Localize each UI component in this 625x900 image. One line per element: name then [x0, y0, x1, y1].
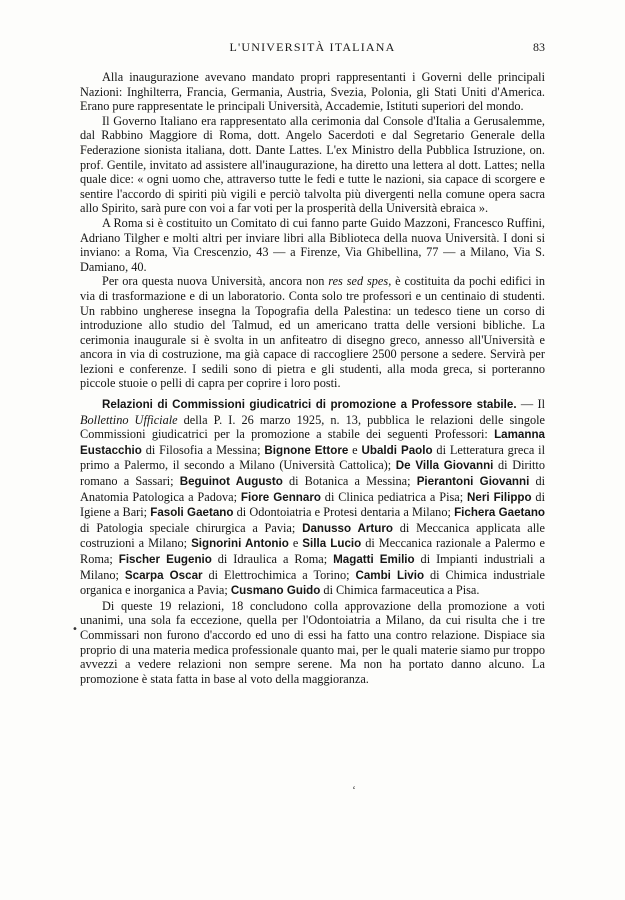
professor-name: Danusso Arturo — [302, 521, 393, 535]
running-title: L'UNIVERSITÀ ITALIANA — [229, 40, 396, 54]
margin-dot-mark: • — [72, 624, 78, 635]
body-text — [80, 70, 545, 686]
bulletin-title: Bollettino Ufficiale — [80, 412, 178, 427]
professor-name: Cusmano Guido — [230, 584, 321, 598]
professor-detail: di Patologia speciale chirurgica a Pavia; — [80, 520, 303, 535]
professor-detail: e — [348, 442, 362, 457]
professor-detail: di Elettrochimica a Torino; — [202, 567, 356, 582]
professor-name: Scarpa Oscar — [124, 568, 203, 582]
section-heading: Relazioni di Commissioni giudicatrici di promozione a Professore stabile. — [102, 398, 517, 412]
professor-name: Signorini Antonio — [191, 537, 289, 551]
professor-name: Pierantoni Giovanni — [416, 475, 530, 489]
professor-name: Beguinot Augusto — [179, 475, 283, 489]
intro-text: della P. I. 26 marzo 1925, n. 13, pubblica le relazioni delle singole Commissioni giudicatrici per la promozione a stabile dei seguenti Professori: — [80, 412, 545, 442]
paragraph-text: Per ora questa nuova Università, ancora non — [102, 274, 329, 289]
professor-name: Lamanna Eustacchio — [80, 428, 545, 457]
professor-name: Cambi Livio — [355, 568, 425, 582]
page-number: 83 — [533, 40, 545, 54]
professor-name: Fischer Eugenio — [118, 553, 212, 566]
page-header — [80, 40, 545, 56]
professor-name: Ubaldi Paolo — [361, 443, 433, 457]
paragraph-committee: A Roma si è costituito un Comitato di cui fanno parte Guido Mazzoni, Francesco Ruffini, Adriano Tilgher e molti altri per inviare libri alla Biblioteca della nuova Università. I doni si inviano: a Roma, Via Crescenzio, 43 — a Firenze, Via Ghibellina, 77 — a Milano, Via S. Damiano, 40. — [80, 215, 545, 274]
professor-detail: di Chimica industriale organica e inorganica a Pavia; — [80, 567, 545, 598]
professor-detail: di Odontoiatria e Protesi dentaria a Milano; — [233, 505, 455, 520]
stray-print-mark: ʻ — [352, 783, 356, 797]
professor-detail: e — [288, 536, 303, 551]
professor-name: Bignone Ettore — [264, 443, 349, 457]
paragraph-relazioni — [80, 397, 545, 599]
latin-phrase: res sed spes — [328, 274, 389, 289]
paragraph-university-status — [80, 274, 545, 391]
paragraph-text: , è costituita da pochi edifici in via di trasformazione e di un laboratorio. Conta solo tre professori e un centinaio di studenti. Un rabbino ungherese insegna la Topografia della Palestina: un tedesco tiene un corso di introduzione allo studio del Talmud, ed un americano tratta delle versioni bibliche. La cerimonia inaugurale si è svolta in un anfiteatro di disegno greco, annesso all'Università e ancora in via di costruzione, ma già capace di raccogliere 2500 persone a sedere. Servirà per lezioni e conferenze. I sedili sono di pietra e gli studenti, alla moda greca, si porteranno piccole stuoie o pelli di capra per coprire i loro posti. — [80, 274, 546, 391]
professor-detail: di Meccanica applicata alle costruzioni a Milano; — [80, 520, 545, 551]
professor-name: Fasoli Gaetano — [150, 506, 234, 520]
paragraph-conclusion: Di queste 19 relazioni, 18 concludono colla approvazione della promozione a voti unanimi, una sola fa eccezione, quella per l'Odontoiatria a Milano, da cui risulta che i tre Commissari non furono d'accordo ed uno di essi ha fatto una contro relazione. Dispiace sia proprio di una materia medica professionale quanto mai, per le quali materie siamo pur troppo avvezzi a vedere relazioni non sempre serene. Ma non ha portato danno alcuno. La promozione è stata fatta in base al voto della maggioranza. — [80, 598, 545, 686]
professor-detail: di Letteratura greca il primo a Palermo, il secondo a Milano (Università Cattolica); — [80, 442, 546, 473]
professor-detail: di Impianti industriali a Milano; — [80, 552, 545, 582]
professor-name: Magatti Emilio — [333, 553, 415, 566]
professor-detail: di Chimica farmaceutica a Pisa. — [320, 583, 480, 598]
paragraph-inauguration: Alla inaugurazione avevano mandato propri rappresentanti i Governi delle principali Nazioni: Inghilterra, Francia, Germania, Austria, Svezia, Polonia, gli Stati Uniti d'America. Erano pure rappresentate le principali Università, Accademie, Istituti superiori del mondo. — [80, 70, 545, 114]
professor-name: De Villa Giovanni — [395, 459, 494, 473]
professor-detail: di Idraulica a Roma; — [211, 552, 334, 566]
professor-detail: di Meccanica razionale a Palermo e Roma; — [80, 536, 546, 566]
professor-detail: di Filosofia a Messina; — [141, 442, 265, 457]
intro-text: — Il — [516, 397, 545, 412]
paragraph-government: Il Governo Italiano era rappresentato alla cerimonia dal Console d'Italia a Gerusalemme, dal Rabbino Maggiore di Roma, dott. Angelo Sacerdoti e dal Segretario Generale della Federazione sionista italiana, dott. Dante Lattes. L'ex Ministro della Pubblica Istruzione, on. prof. Gentile, invitato ad assistere all'inaugurazione, ha diretto una lettera al dott. Lattes; nella quale dice: « ogni uomo che, attraverso tutte le fedi e tutte le nazioni, sia capace di scorgere e sentire l'accordo di spiriti più vigili e perciò talvolta più divergenti nella comune opera sacra allo Spirito, sarà pure con voi a far voti per la prosperità della Università ebraica ». — [80, 113, 545, 216]
professor-detail: di Diritto romano a Sassari; — [80, 458, 545, 489]
professor-name: Fiore Gennaro — [240, 490, 321, 504]
professor-name: Fichera Gaetano — [454, 506, 545, 520]
professor-detail: di Anatomia Patologica a Padova; — [80, 474, 546, 504]
professor-detail: di Igiene a Bari; — [80, 489, 546, 520]
professor-detail: di Clinica pediatrica a Pisa; — [320, 489, 468, 504]
professor-detail: di Botanica a Messina; — [282, 474, 417, 489]
professor-name: Neri Filippo — [467, 490, 532, 504]
professor-name: Silla Lucio — [302, 537, 362, 551]
